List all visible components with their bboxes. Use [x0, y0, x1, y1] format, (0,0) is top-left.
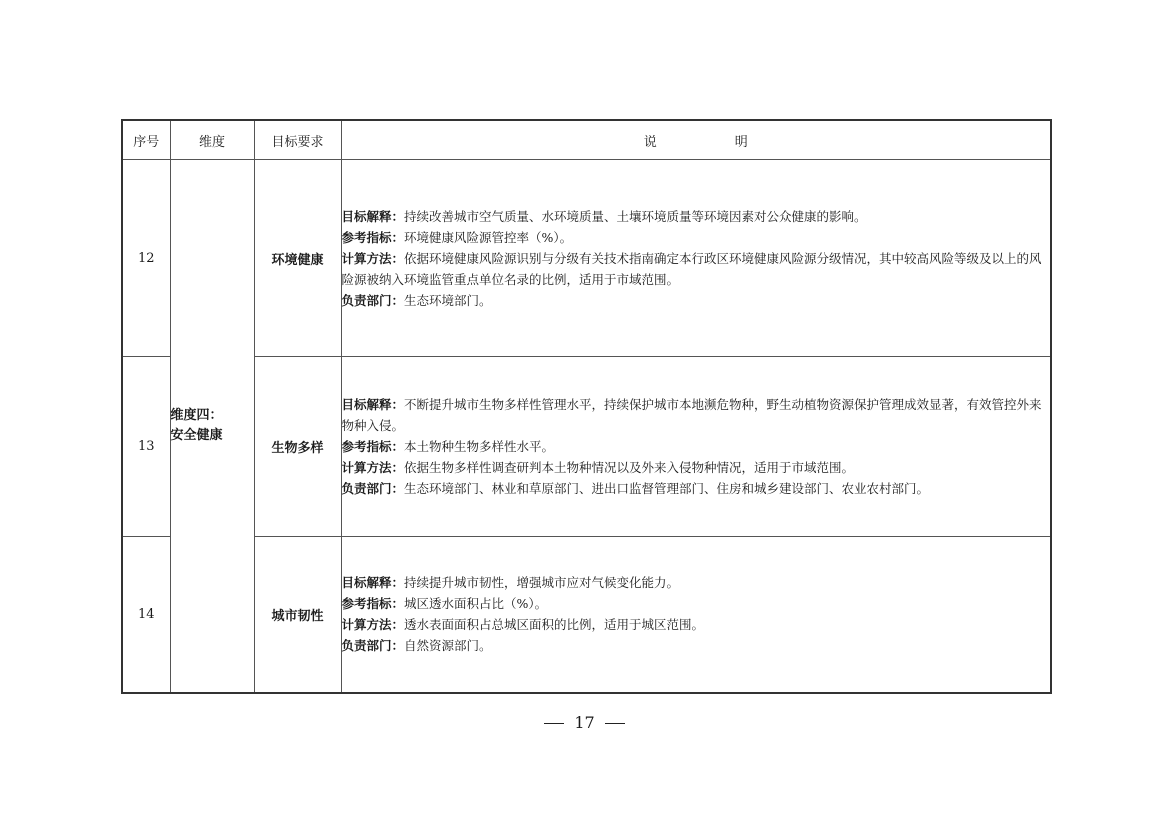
- goal-cell: 生物多样: [254, 357, 341, 537]
- header-index: 序号: [122, 120, 170, 160]
- page-number: 17: [574, 713, 595, 732]
- item-method: 计算方法：透水表面面积占总城区面积的比例，适用于城区范围。: [341, 617, 705, 633]
- description-cell: [341, 537, 1051, 693]
- item-indicator: 参考指标：环境健康风险源管控率（%）。: [341, 229, 573, 245]
- item-department: 负责部门：生态环境部门。: [341, 292, 492, 308]
- dash-left-icon: [544, 723, 564, 724]
- table-row: [122, 537, 1051, 693]
- description-cell: [341, 357, 1051, 537]
- description-cell: [341, 160, 1051, 357]
- dimension-cell: [170, 160, 254, 693]
- dimension-line-1: 维度四：: [170, 407, 223, 423]
- item-department: 负责部门：自然资源部门。: [341, 638, 492, 654]
- item-method: 计算方法：依据生物多样性调查研判本土物种情况以及外来入侵物种情况，适用于市域范围。: [341, 460, 855, 475]
- header-description: [341, 120, 1051, 160]
- goal-cell: 城市韧性: [254, 537, 341, 693]
- header-goal: 目标要求: [254, 120, 341, 160]
- item-indicator: 参考指标：本土物种生物多样性水平。: [341, 439, 555, 454]
- goal-cell: 环境健康: [254, 160, 341, 357]
- item-explanation: 目标解释：持续改善城市空气质量、水环境质量、土壤环境质量等环境因素对公众健康的影响。: [341, 208, 867, 224]
- page-footer: [0, 713, 1169, 732]
- table-row: [122, 160, 1051, 357]
- dimension-line-2: 安全健康: [170, 427, 223, 443]
- table-header-row: [122, 120, 1051, 160]
- item-explanation: 目标解释：持续提升城市韧性，增强城市应对气候变化能力。: [341, 575, 680, 591]
- item-method: 计算方法：依据环境健康风险源识别与分级有关技术指南确定本行政区环境健康风险源分级情况，其中较高风险等级及以上的风险源被纳入环境监管重点单位名录的比例，适用于市域范围。: [341, 250, 1042, 287]
- header-dimension: 维度: [170, 120, 254, 160]
- dash-right-icon: [605, 723, 625, 724]
- header-description-right: 明: [734, 134, 748, 150]
- indicator-table: [121, 119, 1052, 694]
- table-row: [122, 357, 1051, 537]
- item-indicator: 参考指标：城区透水面积占比（%）。: [341, 596, 548, 612]
- item-explanation: 目标解释：不断提升城市生物多样性管理水平，持续保护城市本地濒危物种，野生动植物资源保护管理成效显著，有效管控外来物种入侵。: [341, 397, 1042, 433]
- item-department: 负责部门：生态环境部门、林业和草原部门、进出口监督管理部门、住房和城乡建设部门、农业农村部门。: [341, 481, 930, 496]
- row-index: 12: [122, 160, 170, 357]
- row-index: 14: [122, 537, 170, 693]
- header-description-left: 说: [643, 134, 657, 150]
- row-index: 13: [122, 357, 170, 537]
